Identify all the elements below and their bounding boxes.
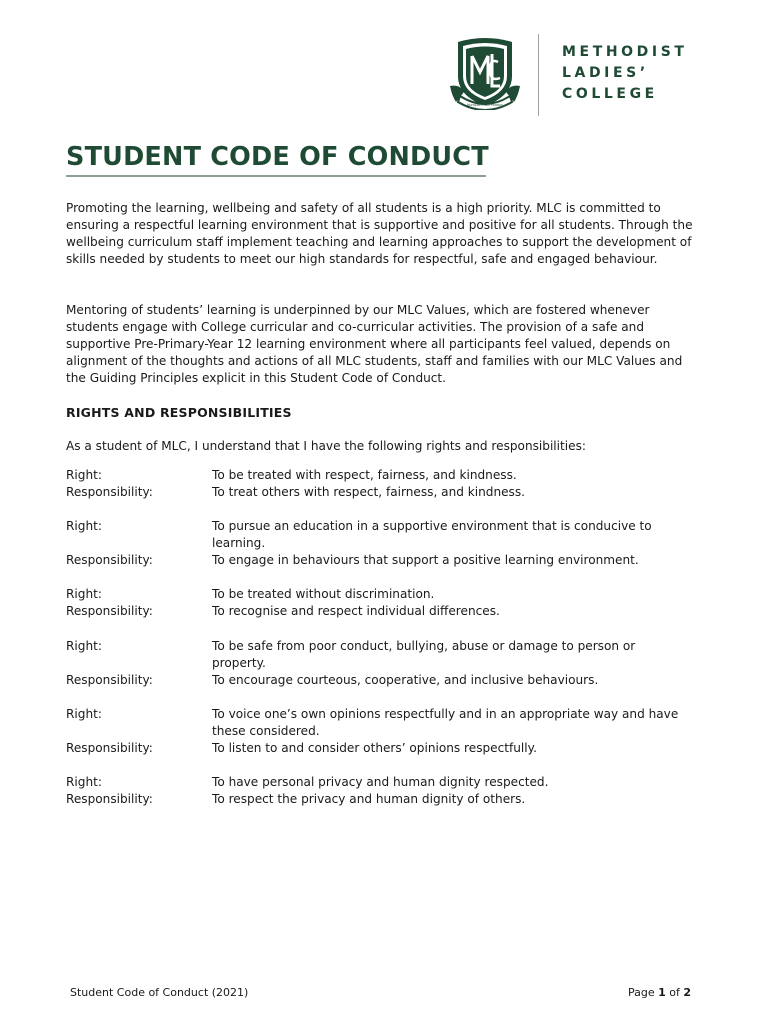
responsibility-text: To treat others with respect, fairness, and kindness. bbox=[212, 485, 526, 499]
college-name bbox=[562, 42, 688, 105]
college-name-line-2: LADIES’ bbox=[562, 65, 649, 81]
intro-paragraph-1: Promoting the learning, wellbeing and safety of all students is a high priority. MLC is committed to ensuring a respectful learning environment that is supportive and positive for all students. Through the wellbeing curriculum staff implement teaching and learning approaches to support the development of skills needed by students to meet our high standards for respectful, safe and engaged behaviour. bbox=[66, 201, 693, 266]
college-crest-logo bbox=[450, 36, 520, 110]
svg-text:Nunquam Non Paratus: Nunquam Non Paratus bbox=[467, 103, 503, 107]
right-text: To have personal privacy and human dignity respected. bbox=[212, 775, 549, 789]
intro-paragraph-2: Mentoring of students’ learning is underpinned by our MLC Values, which are fostered whenever students engage with College curricular and co-curricular activities. The provision of a safe and supportive Pre-Primary-Year 12 learning environment where all participants feel valued, depends on alignment of the thoughts and actions of all MLC students, staff and families with our MLC Values and the Guiding Principles explicit in this Student Code of Conduct. bbox=[66, 303, 683, 385]
header-divider bbox=[538, 34, 539, 116]
college-header bbox=[450, 34, 710, 116]
responsibility-label: Responsibility: bbox=[66, 673, 153, 687]
footer-page-number: Page 1 of 2 bbox=[628, 986, 692, 999]
responsibility-label: Responsibility: bbox=[66, 741, 153, 755]
responsibility-label: Responsibility: bbox=[66, 604, 153, 618]
right-text: To be treated with respect, fairness, and kindness. bbox=[212, 468, 517, 482]
responsibility-text: To listen to and consider others’ opinions respectfully. bbox=[212, 741, 537, 755]
right-text: To be safe from poor conduct, bullying, abuse or damage to person or property. bbox=[212, 639, 636, 670]
rights-pair-2 bbox=[66, 518, 696, 569]
section-heading: RIGHTS AND RESPONSIBILITIES bbox=[66, 405, 292, 420]
rights-intro: As a student of MLC, I understand that I have the following rights and responsibilities: bbox=[66, 439, 586, 453]
right-text: To voice one’s own opinions respectfully and in an appropriate way and have these considered. bbox=[212, 707, 679, 738]
document-title: STUDENT CODE OF CONDUCT bbox=[66, 142, 489, 172]
college-name-line-3: COLLEGE bbox=[562, 86, 658, 102]
responsibility-text: To recognise and respect individual differences. bbox=[212, 604, 500, 618]
current-page: 1 bbox=[658, 986, 666, 999]
right-label: Right: bbox=[66, 519, 102, 533]
right-text: To be treated without discrimination. bbox=[212, 587, 435, 601]
title-underline bbox=[66, 175, 486, 177]
right-label: Right: bbox=[66, 468, 102, 482]
footer-document-name: Student Code of Conduct (2021) bbox=[70, 986, 249, 999]
rights-pair-5 bbox=[66, 706, 696, 757]
rights-pair-6 bbox=[66, 774, 696, 808]
right-label: Right: bbox=[66, 587, 102, 601]
responsibility-label: Responsibility: bbox=[66, 485, 153, 499]
right-label: Right: bbox=[66, 775, 102, 789]
responsibility-text: To respect the privacy and human dignity of others. bbox=[212, 792, 526, 806]
right-label: Right: bbox=[66, 639, 102, 653]
right-text: To pursue an education in a supportive environment that is conducive to learning. bbox=[212, 519, 652, 550]
rights-pair-1 bbox=[66, 467, 696, 501]
college-name-line-1: METHODIST bbox=[562, 44, 688, 60]
right-label: Right: bbox=[66, 707, 102, 721]
responsibility-text: To engage in behaviours that support a positive learning environment. bbox=[212, 553, 639, 567]
responsibility-text: To encourage courteous, cooperative, and inclusive behaviours. bbox=[212, 673, 599, 687]
total-pages: 2 bbox=[683, 986, 692, 999]
responsibility-label: Responsibility: bbox=[66, 792, 153, 806]
responsibility-label: Responsibility: bbox=[66, 553, 153, 567]
rights-pair-4 bbox=[66, 638, 696, 689]
rights-pair-3 bbox=[66, 586, 696, 620]
